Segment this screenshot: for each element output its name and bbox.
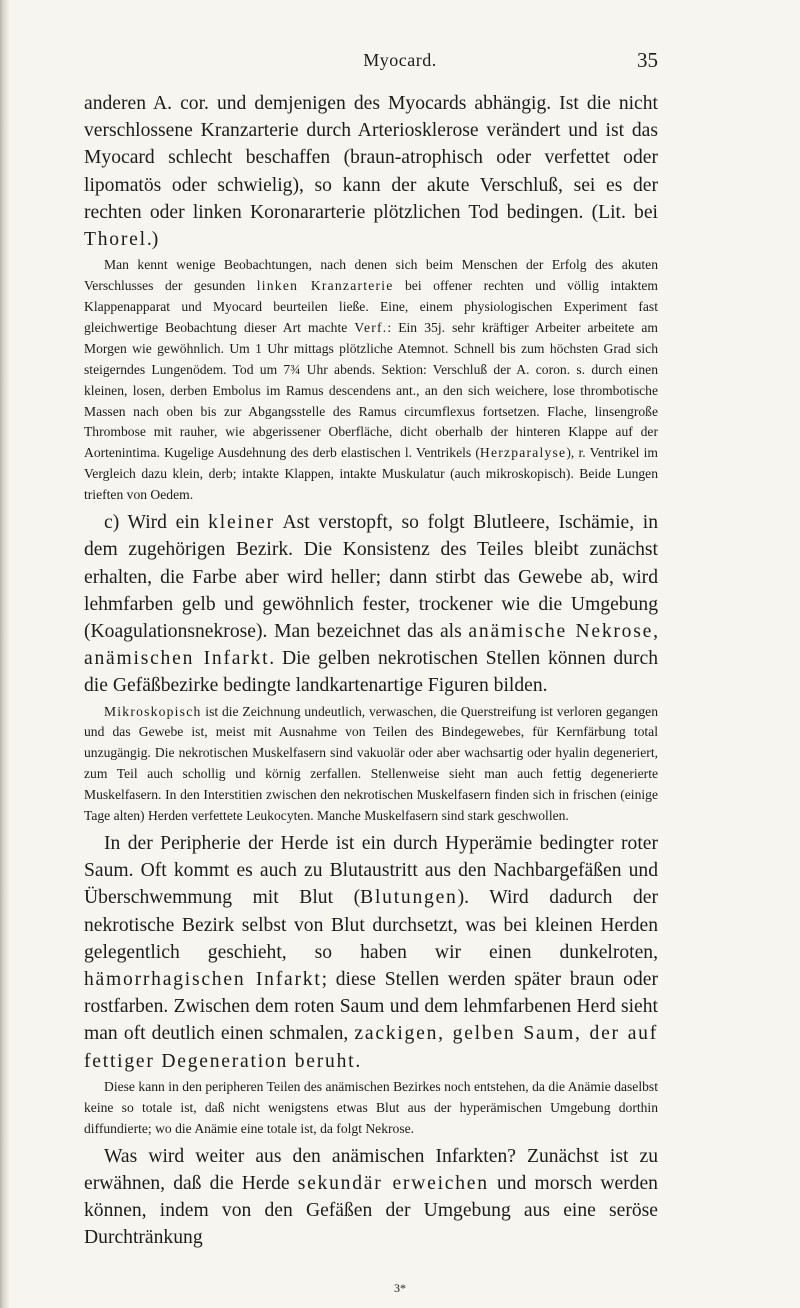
- paragraph-text: In der Peripherie der Herde ist ein durch Hyperämie bedingter roter Saum. Oft kommt es auch zu Blutaustritt aus den Nachbargefäßen und Überschwemmung mit Blut (: [84, 832, 658, 909]
- emphasis-yellow-seam: zackigen, gelben Saum, der auf fettiger Degeneration beruht: [84, 1023, 659, 1072]
- emphasis-anemic-infarct: anämischen Infarkt: [84, 648, 270, 670]
- page-number: 35: [637, 48, 658, 72]
- smallprint-microscopic: [84, 702, 658, 827]
- paragraph-coronary-occlusion: [84, 90, 658, 253]
- emphasis-hemorrhages: Blutungen: [360, 887, 458, 909]
- body-text: [84, 90, 658, 1251]
- paragraph-text: c) Wird ein: [104, 512, 209, 534]
- paragraph-text: Was wird weiter aus den anämischen Infarkten? Zunächst ist zu erwähnen, daß die Herde: [84, 1145, 658, 1194]
- signature-mark: 3*: [394, 1281, 406, 1295]
- paragraph-text: .): [146, 229, 159, 251]
- paragraph-text: Ast verstopft, so folgt Blutleere, Ischämie, in dem zugehörigen Bezirk. Die Konsistenz des Teiles bleibt zunächst erhalten, die Farbe aber wird heller; dann stirbt das Gewebe ab, wird lehmfarben gelb und gewöhnlich fester, trockener wie die Umgebung (Koagulationsnekrose). Man bezeichnet das als: [84, 512, 658, 642]
- smallprint-text: : Ein 35j. sehr kräftiger Arbeiter arbeitete am Morgen wie gewöhnlich. Um 1 Uhr mittags plötzliche Atemnot. Schnell bis zum höchsten Grad sich steigerndes Lungenödem. Tod um 7¾ Uhr abends. Sektion: Verschluß der A. coron. s. durch einen kleinen, losen, derben Embolus im Ramus descendens ant., an den sich weichere, lose thrombotische Massen nach oben bis zur Abgangsstelle des Ramus circumflexus fortsetzen. Flache, linsengroße Thrombose mit rauher, wie abgerissener Oberfläche, dicht oberhalb der hinteren Klappe auf der Aortenintima. Kugelige Ausdehnung des derb elastischen l. Ventrikels (: [84, 319, 658, 461]
- smallprint-text: ist die Zeichnung undeutlich, verwaschen, die Querstreifung ist verloren gegangen und das Gewebe ist, meist mit Ausnahme von Teilen des Bindegewebes, für Kernfärbung total unzugängig. Die nekrotischen Muskelfasern sind vakuolär oder aber wachsartig oder hyalin degeneriert, zum Teil auch schollig und körnig zerfallen. Stellenweise sieht man auch fettig degenerierte Muskelfasern. In den Interstitien zwischen den nekrotischen Muskelfasern finden sich in frischen (einige Tage alten) Herden verfettete Leukocyten. Manche Muskelfasern sind stark geschwollen.: [84, 703, 658, 824]
- paragraph-text: ,: [653, 620, 658, 642]
- smallprint-text: Diese kann in den peripheren Teilen des anämischen Bezirkes noch entstehen, da die Anämie daselbst keine so totale ist, daß nicht wenigstens etwas Blut aus der hyperämischen Umgebung dorthin diffundierte; wo die Anämie eine totale ist, da folgt Nekrose.: [84, 1078, 658, 1136]
- paragraph-periphery: [84, 830, 658, 1075]
- paragraph-text: anderen A. cor. und demjenigen des Myocards abhängig. Ist die nicht verschlossene Kranzarterie durch Arteriosklerose verändert und ist das Myocard schlecht beschaffen (braun-atrophisch oder verfettet oder lipomatös oder schwielig), so kann der akute Verschluß, sei es der rechten oder linken Koronararterie plötzlichen Tod bedingen. (Lit. bei: [84, 93, 658, 223]
- paragraph-text: und morsch werden können, indem von den Gefäßen der Umgebung aus eine seröse Durchtränkung: [84, 1172, 658, 1249]
- paragraph-text: .: [355, 1050, 361, 1072]
- smallprint-text: bei offener rechten und völlig intaktem Klappenapparat und Myocard beurteilen ließe. Eine, einem physiologischen Experiment fast gleichwertige Beobachtung dieser Art machte: [84, 278, 658, 335]
- smallprint-text: Man kennt wenige Beobachtungen, nach denen sich beim Menschen der Erfolg des akuten Verschlusses der gesunden: [84, 257, 658, 294]
- paragraph-text: ; diese Stellen werden später braun oder rostfarben. Zwischen dem roten Saum und dem lehmfarbenen Herd sieht man oft deutlich einen schmalen,: [84, 968, 658, 1045]
- page-binding-shadow: [0, 0, 10, 1308]
- emphasis-secondary-softening: sekundär erweichen: [297, 1172, 489, 1194]
- paragraph-text: . Die gelben nekrotischen Stellen können durch die Gefäßbezirke bedingte landkartenartige Figuren bilden.: [84, 648, 658, 697]
- emphasis-small: kleiner: [208, 512, 275, 534]
- paragraph-small-branch: [84, 509, 658, 699]
- smallprint-anemia-note: [84, 1077, 658, 1140]
- author-name: Thorel: [84, 229, 147, 251]
- smallprint-text: ), r. Ventrikel im Vergleich dazu klein, derb; intakte Klappen, intakte Muskulatur (auch mikroskopisch). Beide Lungen trieften von Oedem.: [84, 445, 658, 503]
- emphasis-heart-paralysis: Herzparalyse: [479, 445, 567, 461]
- emphasis-author: Verf.: [354, 319, 388, 335]
- emphasis-hemorrhagic-infarct: hämorrhagischen Infarkt: [84, 968, 322, 990]
- emphasis-left-coronary: linken Kranzarterie: [256, 278, 394, 294]
- emphasis-microscopic: Mikroskopisch: [104, 703, 202, 719]
- paragraph-text: ). Wird dadurch der nekrotische Bezirk selbst von Blut durchsetzt, was bei kleinen Herden gelegentlich geschieht, so haben wir einen dunkelroten,: [84, 887, 658, 963]
- emphasis-anemic-necrosis: anämische Nekrose: [468, 620, 654, 642]
- running-head: [0, 50, 800, 76]
- running-title: Myocard.: [363, 50, 437, 70]
- paragraph-softening: [84, 1143, 658, 1252]
- smallprint-case-report: [84, 255, 658, 506]
